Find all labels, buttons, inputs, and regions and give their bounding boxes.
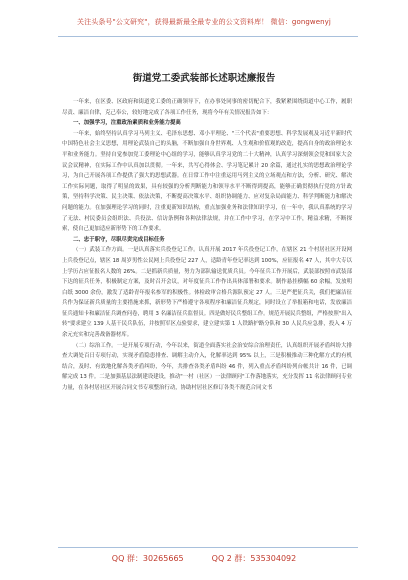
header-divider — [58, 36, 358, 37]
footer — [0, 553, 408, 564]
paragraph: 一年来，在区委、区政府和街道党工委的正确领导下，在办事处同事的密切配合下，我紧紧围绕街道中心工作，履职尽责、廉洁自律，克己奉公，较好地完成了各项工作任务，现将今年有关情况报告如下： — [62, 99, 352, 116]
document-body — [62, 97, 352, 394]
section-heading: 一、加强学习，注重政治素质和业务能力提高 — [73, 120, 181, 127]
section-heading: 二、忠于职守，尽职尽责完成目标任务 — [73, 236, 165, 243]
footer-divider — [58, 547, 358, 548]
paragraph: 一年来，始终坚持认真学习马列主义、毛泽东思想、邓小平理论、"三个代表"重要思想、科学发展观及习近平新时代中国特色社会主义思想，用理论武装自己的头脑，不断加强自身世界观、人生观和价值观的改造，提高自身的政治理论水平和业务能力。坚持自觉参加党工委理论中心组的学习，能够认真学习党的二十大精神，认真学习深刻领会党和国家大会议会议精神，在实际工作中认真加以贯彻。一年来，共写心得体会、学习笔记累计 20 余篇，通过扎实的思想政治理论学习，为自己开展各项工作提供了强大的思想武器。在日常工作中注重运用马列主义的立场观点和方法，分析、研究、解决工作实际问题，取得了明显的效果，具有较强的分析判断能力和领导水平不断得到提高，能够正确贯彻执行党的方针政策，坚持科学决策、民主决策、依法决策，不断提高决策水平、组织协调能力、应对复杂局面能力、科学判断能力和解决问题的能力。在加强理论学习的同时，注重更新知识结构，重点加强业务和法律知识学习，在一年中，我认真系统的学习了无法、村民委员会组织法、兵役法、信访条例和各种法律法规，并在工作中学习，在学习中工作，精益求精，不断探索，使自己更加适应新形势下的工作要求。 — [62, 130, 352, 233]
qq-group-2: QQ 2 群：535304092 — [211, 554, 297, 563]
document-title: 街道党工委武装部长述职述廉报告 — [132, 73, 276, 84]
paragraph: （二）综治工作。一是开展专项行动，今年以来，街道全面落实社会治安综合治理责任，认真组织开展矛盾纠纷大排查大调处百日专项行动，实现矛盾隐患排查、调解主动介入，化解率达到 95% 以上，三是积极推动三种化解方式的有机结合，及时、有效地化解各类矛盾纠纷，今年，共排查各类矛盾纠纷 46 件，列入重点矛盾纠纷列台帐共计 16 件，已调解完成 13 件。二是加强基层法制建设建设，推动"一村（社区）一法律顾问"工作落地落实，充分发挥 11 名法律顾问专业力量，在各村居社区开展合同文书专项整治行动，协助村居社区修订各类不规范合同文书 — [62, 342, 352, 392]
promo-banner — [0, 0, 408, 36]
paragraph: （一）武装工作方面。一是认真落实兵役登记工作。认真开展 2017 年兵役登记工作，在辖区 21 个村居社区开设网上兵役登记点，辖区 18 周岁男性公民网上兵役登记 227 人，适龄青年登记率达到 100%，应征报名 47 人，其中大专以上学历占应征报名人数的 26%。二是抓新兵质量，努力为部队输送优质兵员。今年征兵工作开展后，武装部按照市武装部下达的征兵任务，积极制定方案，及时召开会议，对年度征兵工作作出具体部署和要求。制作悬挂横幅 60 余幅，发放明白纸 3000 余份，激发了适龄青年报名参军的积极性。体检政审合格兵源队预定 27 人。三是严把征兵关，我们把廉洁征兵作为保证新兵质量的主要措施来抓，新形势下严格遵守各项程序和廉洁征兵规定，同时设立了举报箱和电话，发放廉洁征兵通知卡和廉洁征兵调查问卷，聘用 3 名廉洁征兵监督员。四是做好民兵整组工作。规范开展民兵整组，严格按照"出入转"要求建立 139 人基干民兵队伍，并按照军区点验要求，建立建实第 1 人铁路护路分队和 30 人民兵应急排，投入 4 万余元充实和完善战备器材库。 — [62, 247, 352, 339]
promo-banner-text: 关注头条号"公文研究"，获得最新最全最专业的公文资料库！ 微信：gongwenyj — [77, 18, 331, 26]
qq-group-1: QQ 群：30265665 — [111, 554, 184, 563]
